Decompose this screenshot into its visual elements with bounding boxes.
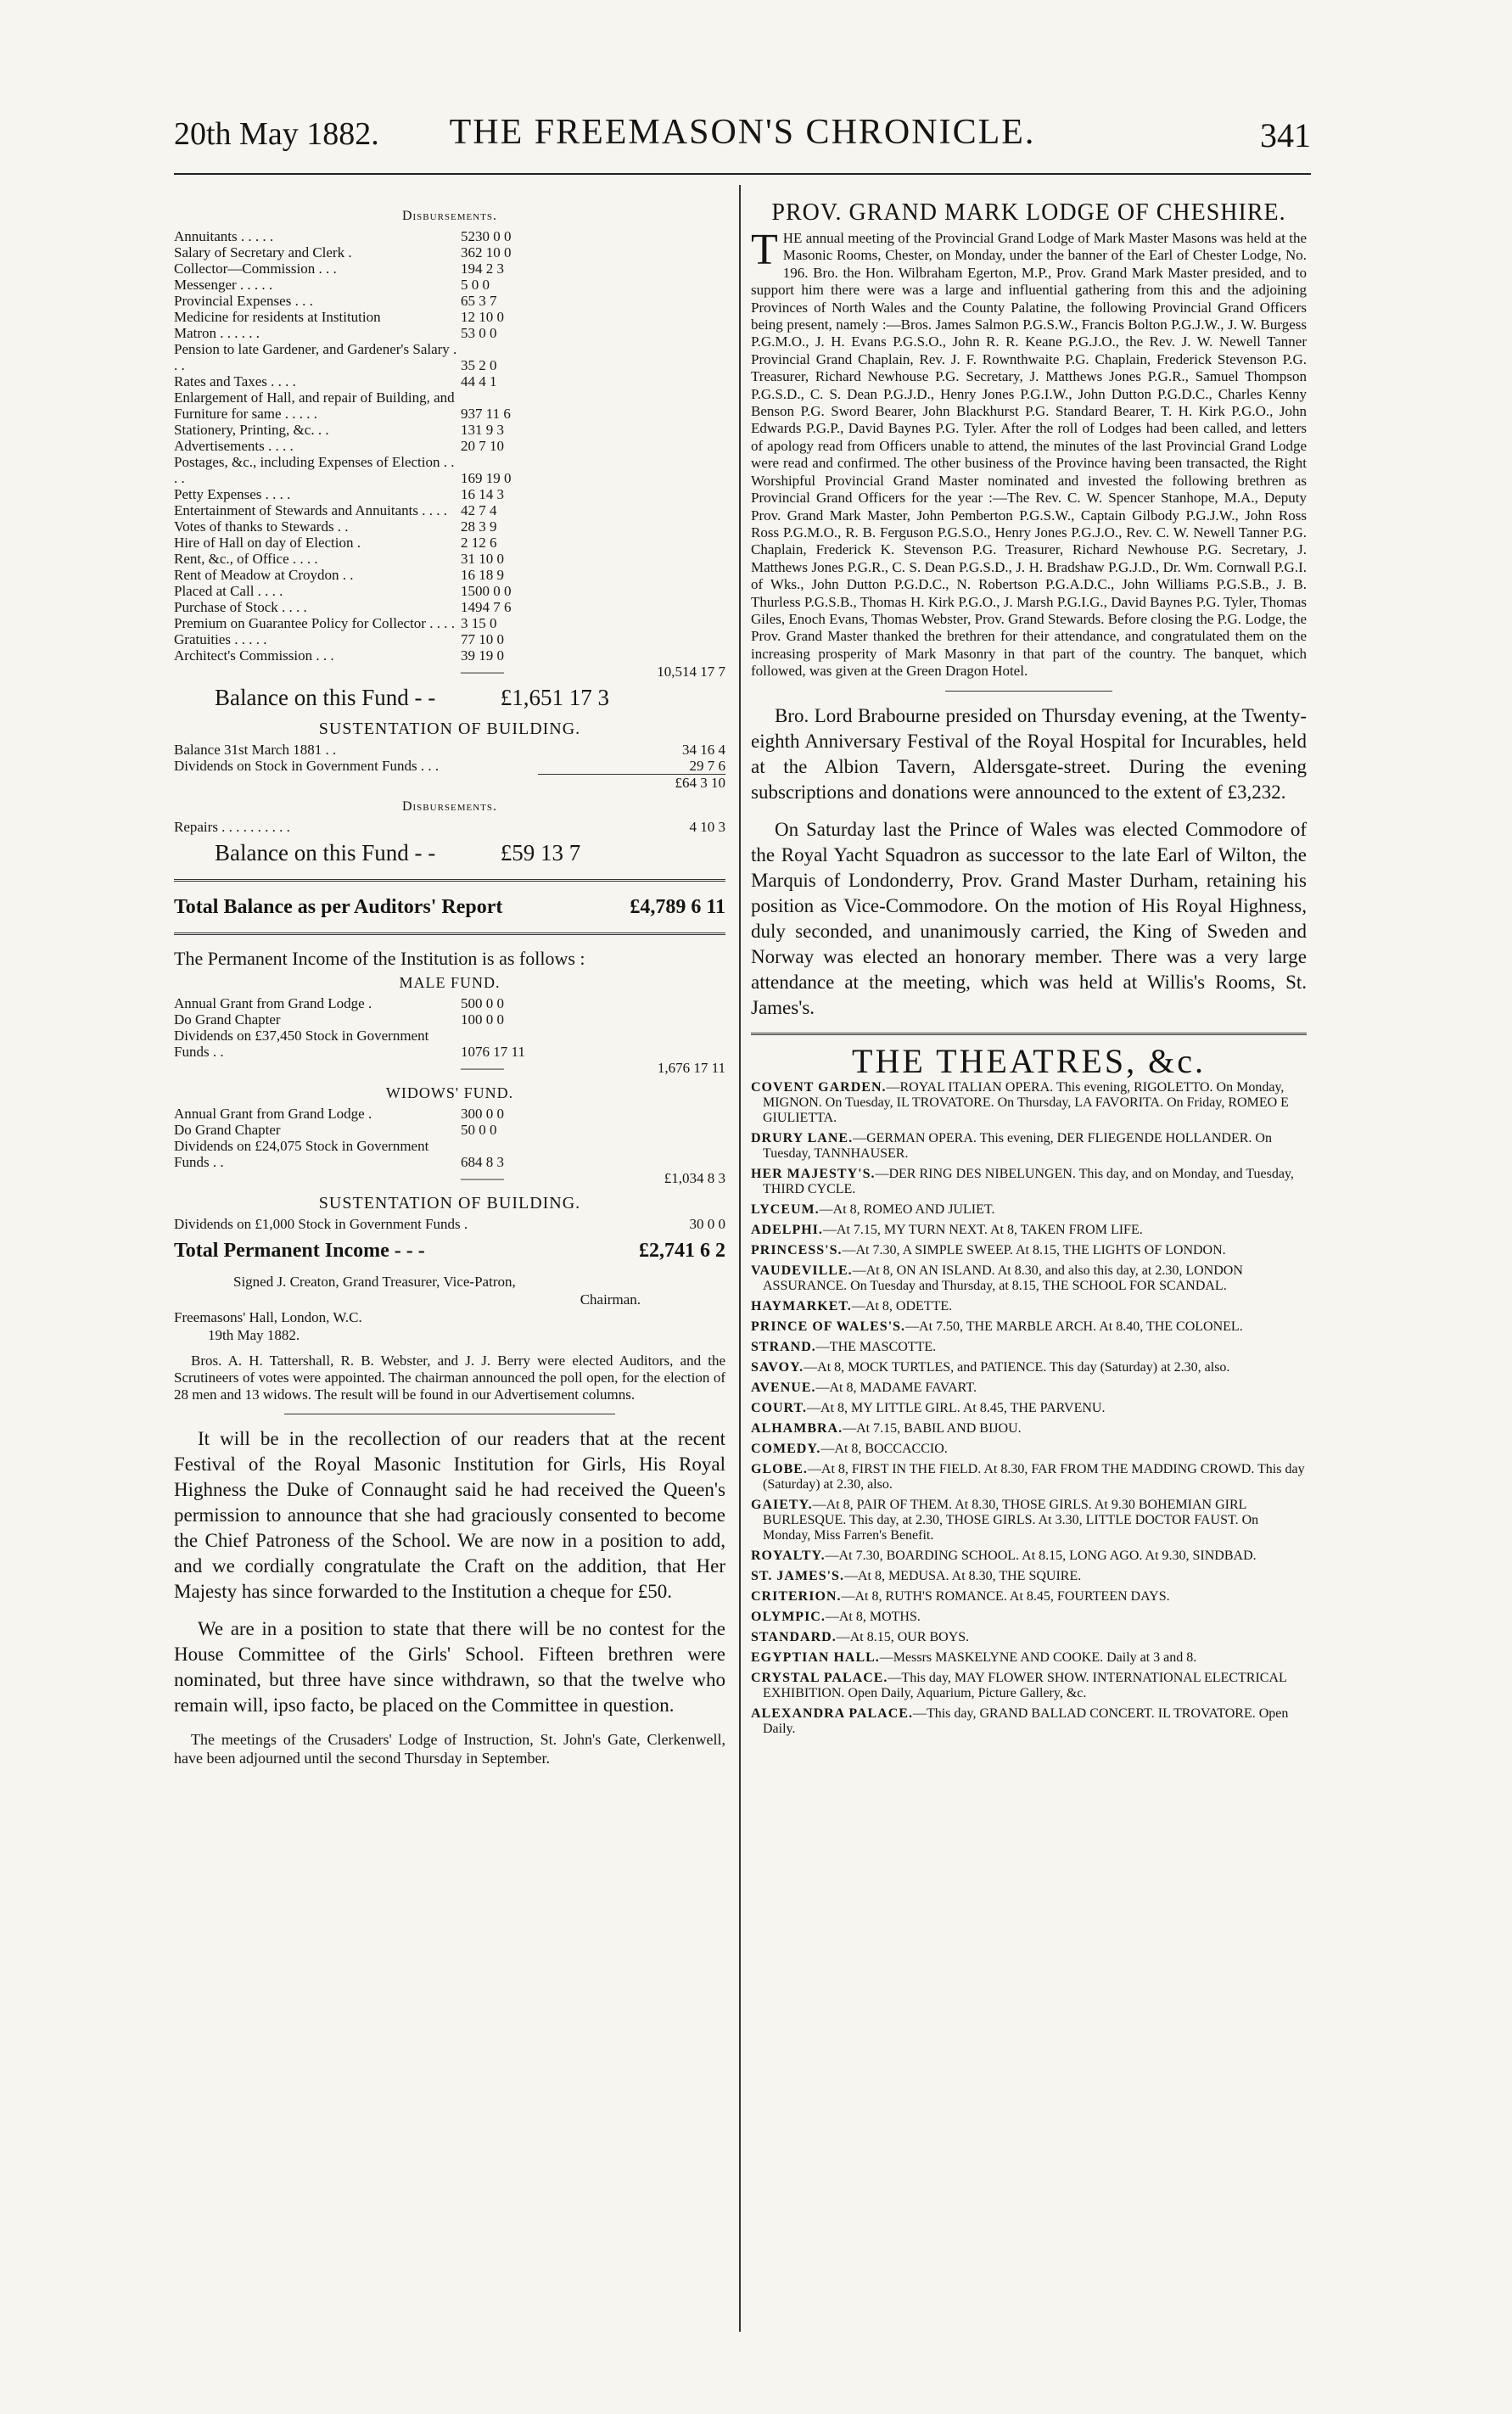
theatre-name: HER MAJESTY'S. [751,1166,876,1181]
disbursements-total: 10,514 17 7 [657,664,725,680]
theatre-listing [751,1706,1307,1737]
row-label: Medicine for residents at Institution [174,309,381,325]
table-row [174,277,725,293]
male-fund-total: 1,676 17 11 [657,1060,725,1076]
sustentation-total-row [174,774,725,791]
balance-fund-2-label: Balance on this Fund - - [215,840,436,865]
table-row [174,502,725,518]
theatre-program: —At 8, ODETTE. [851,1298,953,1313]
total-balance-value: £4,789 6 11 [630,896,725,918]
row-amount: 1500 0 0 [461,583,512,599]
table-row [174,631,725,647]
row-label: Dividends on £24,075 Stock in Government Funds . . [174,1138,429,1170]
row-amount: 29 7 6 [689,758,725,774]
table-row [174,1122,725,1138]
theatre-name: STRAND. [751,1339,816,1354]
row-label: Premium on Guarantee Policy for Collector . . . . [174,615,455,631]
widows-fund-heading: WIDOWS' FUND. [385,1084,514,1101]
table-row [174,373,725,389]
repairs-label: Repairs . . . . . . . . . . [174,819,290,835]
table-row [174,1011,725,1028]
theatre-name: OLYMPIC. [751,1609,826,1624]
table-row [174,647,725,664]
male-fund-heading: MALE FUND. [399,974,501,991]
table-row [174,260,725,277]
theatre-listing [751,1167,1307,1197]
row-amount: 42 7 4 [461,502,497,518]
theatre-listing [751,1549,1307,1564]
theatre-name: AVENUE. [751,1380,816,1395]
theatre-program: —At 8, ROMEO AND JULIET. [819,1201,995,1217]
table-row [174,742,725,758]
row-amount: 194 2 3 [461,260,504,277]
table-row [174,615,725,631]
table-row [174,583,725,599]
row-amount: 1076 17 11 [461,1044,525,1060]
theatre-listing [751,1381,1307,1396]
theatre-name: ADELPHI. [751,1222,823,1237]
table-row [174,518,725,535]
theatre-program: —At 7.15, MY TURN NEXT. At 8, TAKEN FROM LIFE. [822,1222,1143,1237]
row-amount: 5230 0 0 [461,228,512,244]
row-amount: 169 19 0 [461,470,512,486]
theatre-listing [751,1462,1307,1493]
theatre-program: —THE MASCOTTE. [815,1339,937,1354]
table-row [174,995,725,1011]
row-amount: 362 10 0 [461,244,512,260]
table-row [174,758,725,774]
theatre-name: CRYSTAL PALACE. [751,1670,888,1685]
girls-school-paragraph: It will be in the recollection of our readers that at the recent Festival of the Royal Masonic Institution for Girls, His Royal Highness the Duke of Connaught said he had received the Queen's permission to announce that she had graciously consented to become the Chief Patroness of the School. We are now in a position to add, and we cordially congratulate the Craft on the addition, that Her Majesty has since forwarded to the Institution a cheque for £50. [174,1428,725,1602]
table-row [174,486,725,502]
theatre-program: —At 8, FIRST IN THE FIELD. At 8.30, FAR FROM THE MADDING CROWD. This day (Saturday) at 2.30, also. [763,1461,1305,1492]
repairs-total: 4 10 3 [689,819,725,835]
row-label: Rent of Meadow at Croydon . . [174,567,354,583]
signed-address: Freemasons' Hall, London, W.C. [174,1309,362,1325]
sustentation-table [174,742,725,774]
row-amount: 3 15 0 [461,615,497,631]
column-rule [739,185,741,2332]
theatre-listing [751,1421,1307,1437]
row-amount: 684 8 3 [461,1154,504,1170]
row-amount: 300 0 0 [461,1106,504,1122]
theatre-name: PRINCESS'S. [751,1242,843,1257]
row-label: Stationery, Printing, &c. . . [174,422,329,438]
theatre-program: —At 8, MY LITTLE GIRL. At 8.45, THE PARVENU. [807,1400,1106,1415]
row-amount: 937 11 6 [461,406,511,422]
row-label: Placed at Call . . . . [174,583,283,599]
sustentation-2-total: 30 0 0 [689,1216,725,1232]
theatre-program: —At 7.15, BABIL AND BIJOU. [843,1420,1022,1436]
theatre-program: —This day, MAY FLOWER SHOW. INTERNATIONAL ELECTRICAL EXHIBITION. Open Daily, Aquarium, Picture Gallery, &c. [763,1670,1287,1700]
theatre-program: —At 8, MEDUSA. At 8.30, THE SQUIRE. [843,1568,1082,1583]
theatres-heading: THE THEATRES, &c. [852,1041,1206,1080]
publication-title: THE FREEMASON'S CHRONICLE. [449,113,1036,152]
row-label: Rates and Taxes . . . . [174,373,296,389]
row-amount: 131 9 3 [461,422,504,438]
theatre-program: —Messrs MASKELYNE AND COOKE. Daily at 3 and 8. [879,1649,1197,1665]
theatre-listing [751,1202,1307,1218]
signed-role: Chairman. [580,1291,641,1308]
divider [945,691,1112,692]
table-row [174,1028,725,1060]
row-label: Matron . . . . . . [174,325,260,341]
left-column [174,200,725,1767]
row-amount: 39 19 0 [461,647,504,664]
theatre-name: STANDARD. [751,1629,837,1644]
row-label: Pension to late Gardener, and Gardener's Salary . . . [174,341,457,373]
theatre-program: —At 8, BOCCACCIO. [820,1441,948,1456]
row-label: Messenger . . . . . [174,277,273,293]
theatre-name: EGYPTIAN HALL. [751,1649,880,1665]
permanent-income-value: £2,741 6 2 [639,1240,725,1262]
disbursements-total-row: ——— 10,514 17 7 [461,664,725,680]
sustentation-heading: SUSTENTATION OF BUILDING. [318,720,581,738]
theatre-program: —GERMAN OPERA. This evening, DER FLIEGENDE HOLLANDER. On Tuesday, TANNHAUSER. [763,1130,1272,1161]
table-row [174,244,725,260]
row-label: Advertisements . . . . [174,438,294,454]
row-label: Petty Expenses . . . . [174,486,291,502]
row-amount: 2 12 6 [461,535,497,551]
theatre-listing [751,1223,1307,1238]
theatre-program: —DER RING DES NIBELUNGEN. This day, and on Monday, and Tuesday, THIRD CYCLE. [763,1166,1294,1196]
table-row [174,551,725,567]
signature-block [174,1273,725,1344]
disbursements-table [174,228,725,664]
drop-cap: T [751,226,778,274]
row-label: Gratuities . . . . . [174,631,267,647]
theatre-name: ST. JAMES'S. [751,1568,844,1583]
row-label: Balance 31st March 1881 . . [174,742,337,758]
theatre-name: VAUDEVILLE. [751,1263,853,1278]
row-amount: 500 0 0 [461,995,504,1011]
row-label: Do Grand Chapter [174,1122,281,1138]
row-label: Architect's Commission . . . [174,647,334,664]
prince-wales-paragraph: On Saturday last the Prince of Wales was elected Commodore of the Royal Yacht Squadron as successor to the late Earl of Wilton, the Marquis of Londonderry, Prov. Grand Master Durham, retaining his position as Vice-Commodore. On the motion of His Royal Highness, duly seconded, and unanimously carried, the King of Sweden and Norway was elected an honorary member. There was a very large attendance at the meeting, which was held at Willis's Rooms, St. James's. [751,818,1307,1018]
row-label: Dividends on £37,450 Stock in Government Funds . . [174,1028,429,1060]
theatre-listing [751,1243,1307,1258]
theatre-listing [751,1442,1307,1457]
row-label: Annuitants . . . . . [174,228,274,244]
theatre-listing [751,1498,1307,1543]
row-amount: 65 3 7 [461,293,497,309]
header-rule [174,173,1311,175]
disbursements-heading-2: Disbursements. [401,799,498,814]
theatre-name: SAVOY. [751,1359,804,1375]
theatre-program: —At 7.30, BOARDING SCHOOL. At 8.15, LONG AGO. At 9.30, SINDBAD. [825,1548,1257,1563]
table-row [174,535,725,551]
page-number: 341 [1260,116,1311,154]
theatre-name: COURT. [751,1400,808,1415]
table-row [174,422,725,438]
sustentation-heading-2: SUSTENTATION OF BUILDING. [318,1194,581,1213]
row-label: Annual Grant from Grand Lodge . [174,1106,372,1122]
theatre-listing [751,1080,1307,1126]
balance-fund-1-value: £1,651 17 3 [500,685,609,710]
theatre-name: GAIETY. [751,1497,813,1512]
table-row [174,1138,725,1170]
theatre-listing [751,1650,1307,1666]
row-label: Collector—Commission . . . [174,260,337,277]
row-amount: 44 4 1 [461,373,497,389]
row-label: Entertainment of Stewards and Annuitants . . . . [174,502,447,518]
theatre-name: PRINCE OF WALES'S. [751,1319,906,1334]
permanent-income-intro: The Permanent Income of the Institution is as follows : [174,948,585,969]
cheshire-body: HE annual meeting of the Provincial Grand Lodge of Mark Master Masons was held at the Masonic Rooms, Chester, on Monday, under the banner of the Earl of Chester Lodge, No. 196. Bro. the Hon. Wilbraham Egerton, M.P., Prov. Grand Mark Master presided, and to support him there were was a large and influential gathering from this and the adjoining Provinces of North Wales and the County Palatine, the following Provincial Grand Officers being present, namely :—Bros. James Salmon P.G.S.W., Francis Bolton P.G.J.W., J. W. Burgess P.G.M.O., J. H. Evans P.G.S.O., John R. R. Keane P.G.J.O., the Rev. J. W. Newell Tanner Provincial Grand Chaplain, Rev. J. F. Rownthwaite P.G. Chaplain, Frederick Stevenson P.G. Treasurer, Richard Newhouse P.G. Secretary, J. Matthews Jones P.G.R., Samuel Thompson P.G.S.D., C. S. Dean P.G.J.D., Henry Jones P.G.I.W., John Dutton P.G.D.C., Charles Kenny Benson P.G. Sword Bearer, John Blackhurst P.G. Standard Bearer, T. H. Kirk P.G.O., John Edwards P.G.P., David Baynes P.G. Tyler. After the roll of Lodges had been called, and letters of apology read from Officers unable to attend, the minutes of the last Provincial Grand Lodge were read and confirmed. The other business of the Province having been transacted, the Right Worshipful Provincial Grand Master nominated and invested the following brethren as Provincial Grand Officers for the year :—The Rev. C. W. Spencer Stanhope, M.A., Deputy Prov. Grand Mark Master, John Pemberton P.G.S.W., Captain Gilbody P.G.J.W., John Ross Ross P.G.M.O., R. B. Ferguson P.G.S.O., Henry Jones P.G.J.O., Rev. C. W. Newell Tanner P.G. Chaplain, Frederick K. Stevenson P.G. Treasurer, Richard Newhouse P.G. Secretary, J. Matthews Jones P.G.R., C. S. Dean P.G.S.D., J. H. Bradshaw P.G.J.D., Dr. Wm. Cornwall P.G.I. of Wks., John Dutton P.G.D.C., N. Robertson P.G.A.D.C., John Williams P.G.S.B., J. B. Thurless P.G.S.B., Thomas H. Kirk P.G.O., J. Marsh P.G.I.G., David Baynes P.G. Tyler, Thomas Giles, Enoch Evans, Thomas Webster, Prov. Grand Stewards. Before closing the P.G. Lodge, the Prov. Grand Master thanked the brethren for their attendance, and congratulated them on the increasing prosperity of Mark Masonry in that part of the country. The banquet, which followed, was given at the Green Dragon Hotel. [751,230,1307,680]
theatre-program: —At 8, MOTHS. [825,1609,921,1624]
row-amount: 28 3 9 [461,518,497,535]
theatre-program: —At 8, PAIR OF THEM. At 8.30, THOSE GIRLS. At 9.30 BOHEMIAN GIRL BURLESQUE. This day, at 2.30, THOSE GIRLS. At 3.30, LITTLE DOCTOR FAUST. On Monday, Miss Farren's Benefit. [763,1497,1259,1543]
table-row [174,599,725,615]
theatre-name: CRITERION. [751,1588,842,1604]
row-amount: 5 0 0 [461,277,490,293]
permanent-income-label: Total Permanent Income - - - [174,1240,425,1262]
row-amount: 53 0 0 [461,325,497,341]
theatre-program: —At 8.15, OUR BOYS. [836,1629,970,1644]
theatre-name: GLOBE. [751,1461,808,1476]
table-row [174,325,725,341]
balance-fund-2-value: £59 13 7 [500,840,581,865]
row-label: Salary of Secretary and Clerk . [174,244,352,260]
signed-line: Signed J. Creaton, Grand Treasurer, Vice-Patron, [233,1274,516,1290]
row-amount: 12 10 0 [461,309,504,325]
widows-fund-total-row: ——— £1,034 8 3 [461,1170,725,1186]
row-label: Do Grand Chapter [174,1011,281,1028]
total-balance-label: Total Balance as per Auditors' Report [174,896,503,918]
row-amount: 16 18 9 [461,567,504,583]
right-column [751,200,1307,1742]
theatre-listing [751,1630,1307,1645]
row-label: Dividends on Stock in Government Funds . . . [174,758,440,774]
theatre-listing [751,1299,1307,1314]
row-amount: 77 10 0 [461,631,504,647]
sustentation-total: £64 3 10 [538,775,725,792]
row-amount: 35 2 0 [461,357,497,373]
theatre-name: ALEXANDRA PALACE. [751,1705,913,1721]
balance-fund-1-label: Balance on this Fund - - [215,685,436,710]
theatre-name: COVENT GARDEN. [751,1079,887,1095]
theatre-listing [751,1589,1307,1605]
table-row [174,309,725,325]
theatre-listing [751,1569,1307,1584]
cheshire-heading: PROV. GRAND MARK LODGE OF CHESHIRE. [771,199,1286,226]
theatre-program: —At 8, MOCK TURTLES, and PATIENCE. This day (Saturday) at 2.30, also. [804,1359,1230,1375]
theatre-name: ALHAMBRA. [751,1420,843,1436]
table-row [174,341,725,373]
row-amount: 31 10 0 [461,551,504,567]
signed-date: 19th May 1882. [208,1327,300,1343]
theatre-listing [751,1401,1307,1416]
male-fund-table [174,995,725,1060]
theatre-program: —At 8, RUTH'S ROMANCE. At 8.45, FOURTEEN DAYS. [841,1588,1170,1604]
disbursements-heading: Disbursements. [401,209,498,223]
table-row [174,1106,725,1122]
theatre-program: —At 8, MADAME FAVART. [815,1380,977,1395]
balance-fund-1 [215,683,725,712]
theatre-listing [751,1340,1307,1355]
row-label: Votes of thanks to Stewards . . [174,518,349,535]
theatre-name: DRURY LANE. [751,1130,854,1145]
theatre-program: —At 7.50, THE MARBLE ARCH. At 8.40, THE COLONEL. [905,1319,1243,1334]
cheshire-article [751,226,1307,681]
theatre-name: HAYMARKET. [751,1298,852,1313]
row-amount: 20 7 10 [461,438,504,454]
theatres-list [751,1080,1307,1737]
theatre-program: —This day, GRAND BALLAD CONCERT. IL TROVATORE. Open Daily. [763,1705,1289,1736]
house-committee-paragraph: We are in a position to state that there will be no contest for the House Committee of the Girls' School. Fifteen brethren were nominated, but three have since withdrawn, so that the twelve who remain will, ipso facto, be placed on the Committee in question. [174,1618,725,1716]
row-amount: 16 14 3 [461,486,504,502]
repairs-row [174,819,725,835]
theatre-name: COMEDY. [751,1441,821,1456]
divider [174,933,725,935]
row-label: Hire of Hall on day of Election . [174,535,361,551]
theatre-name: LYCEUM. [751,1201,820,1217]
table-row [174,438,725,454]
widows-fund-table [174,1106,725,1170]
issue-date: 20th May 1882. [174,116,379,152]
theatre-program: —ROYAL ITALIAN OPERA. This evening, RIGOLETTO. On Monday, MIGNON. On Tuesday, IL TROVATORE. On Thursday, LA FAVORITA. On Friday, ROMEO E GIULIETTA. [763,1079,1289,1125]
row-amount: 34 16 4 [682,742,725,758]
theatre-listing [751,1360,1307,1375]
theatre-listing [751,1671,1307,1701]
sustentation-2-label: Dividends on £1,000 Stock in Government Funds . [174,1216,468,1232]
divider [751,1033,1307,1035]
row-label: Annual Grant from Grand Lodge . [174,995,372,1011]
balance-fund-2 [215,838,725,867]
crusaders-lodge-paragraph: The meetings of the Crusaders' Lodge of Instruction, St. John's Gate, Clerkenwell, have been adjourned until the second Thursday in September. [174,1731,725,1767]
row-amount: 50 0 0 [461,1122,497,1138]
scrutineers-paragraph: Bros. A. H. Tattershall, R. B. Webster, and J. J. Berry were elected Auditors, and the Scrutineers of votes were appointed. The chairman announced the poll open, for the election of 28 men and 13 widows. The result will be found in our Advertisement columns. [174,1353,725,1403]
theatre-listing [751,1319,1307,1335]
table-row [174,293,725,309]
table-row [174,228,725,244]
row-label: Provincial Expenses . . . [174,293,313,309]
table-row [174,389,725,422]
row-label: Rent, &c., of Office . . . . [174,551,318,567]
row-label: Enlargement of Hall, and repair of Building, and Furniture for same . . . . . [174,389,455,422]
permanent-income-line [174,1237,725,1264]
row-amount: 1494 7 6 [461,599,512,615]
widows-fund-total: £1,034 8 3 [664,1170,725,1186]
divider [174,879,725,882]
theatre-listing [751,1610,1307,1625]
row-amount: 100 0 0 [461,1011,504,1028]
male-fund-total-row: ——— 1,676 17 11 [461,1060,725,1076]
theatre-name: ROYALTY. [751,1548,826,1563]
table-row [174,454,725,486]
table-row [174,567,725,583]
total-balance-line [174,893,725,921]
row-label: Purchase of Stock . . . . [174,599,307,615]
brabourne-paragraph: Bro. Lord Brabourne presided on Thursday evening, at the Twenty-eighth Anniversary Festival of the Royal Hospital for Incurables, held at the Albion Tavern, Aldersgate-street. During the evening subscriptions and donations were announced to the extent of £3,232. [751,704,1307,803]
theatre-program: —At 8, ON AN ISLAND. At 8.30, and also this day, at 2.30, LONDON ASSURANCE. On Tuesday and Thursday, at 8.15, THE SCHOOL FOR SCANDAL. [763,1263,1243,1293]
theatre-listing [751,1131,1307,1162]
page-header [174,109,1311,168]
sustentation-2-row [174,1216,725,1232]
row-label: Postages, &c., including Expenses of Election . . . . [174,454,455,486]
theatre-program: —At 7.30, A SIMPLE SWEEP. At 8.15, THE LIGHTS OF LONDON. [842,1242,1226,1257]
theatre-listing [751,1263,1307,1294]
